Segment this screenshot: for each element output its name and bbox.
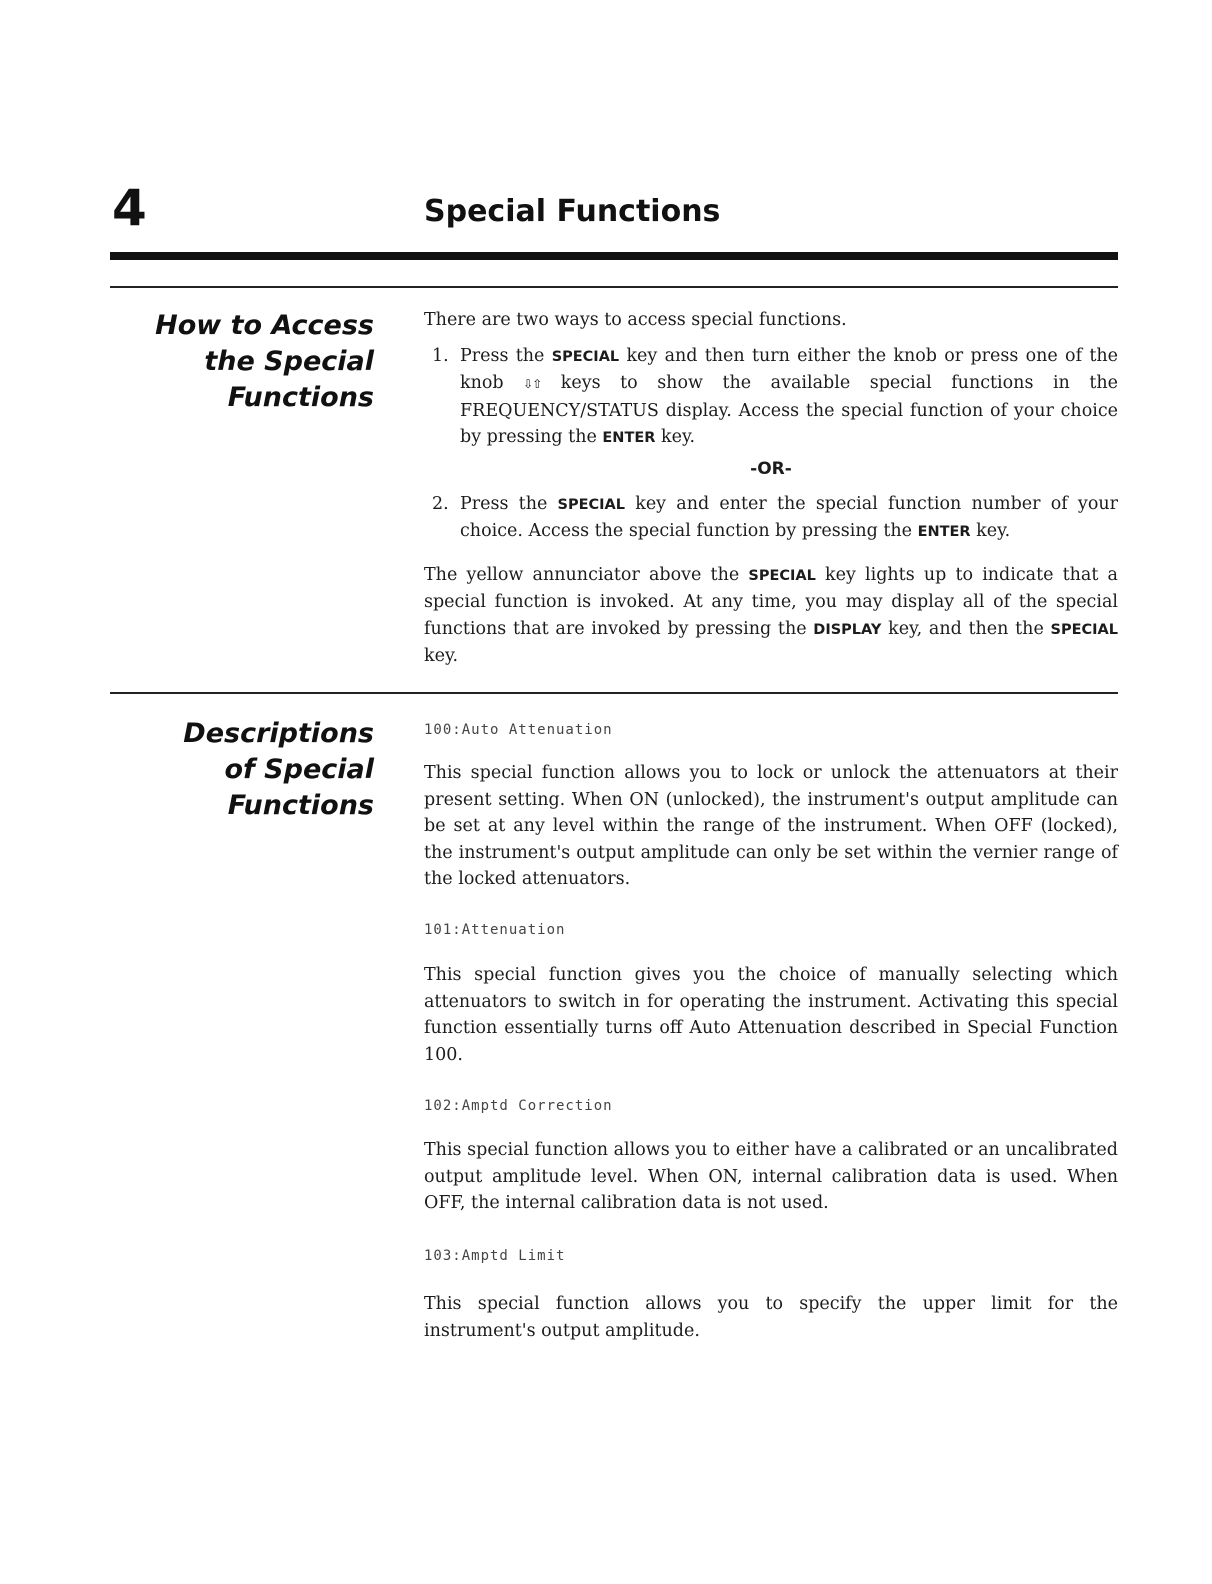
or-separator: -OR- — [750, 458, 792, 479]
section-heading-descriptions — [74, 716, 374, 824]
function-code: 101:Attenuation — [424, 922, 566, 938]
enter-key-label: ENTER — [917, 524, 971, 540]
heading-line: the Special — [204, 346, 374, 377]
special-key-label: SPECIAL — [1050, 621, 1118, 638]
step-2: 2. Press the SPECIAL key and enter the special function number of your choice. Access the special function by pressing the ENTER key. — [424, 491, 1118, 546]
function-102-description — [424, 1137, 1118, 1217]
heading-line: Descriptions — [183, 718, 374, 749]
function-code: 102:Amptd Correction — [424, 1098, 613, 1114]
function-description: This special function allows you to specify the upper limit for the instrument's output amplitude. — [424, 1294, 1118, 1341]
special-key-label: SPECIAL — [551, 348, 620, 365]
chapter-title: Special Functions — [424, 194, 721, 229]
function-100 — [424, 720, 1118, 740]
function-code: 100:Auto Attenuation — [424, 722, 613, 738]
special-key-label: SPECIAL — [748, 567, 816, 584]
step-number: 2. — [432, 493, 449, 514]
chapter-number: 4 — [112, 179, 147, 237]
function-102 — [424, 1096, 1118, 1116]
display-key-label: DISPLAY — [813, 621, 882, 638]
heading-line: Functions — [227, 382, 374, 413]
function-103 — [424, 1246, 1118, 1266]
section-heading-how-to-access — [74, 308, 374, 416]
intro-paragraph: There are two ways to access special functions. — [424, 310, 847, 330]
function-101-description — [424, 962, 1118, 1068]
section-body-how-to-access — [424, 307, 1118, 670]
section-divider-1 — [110, 286, 1118, 288]
chapter-rule — [110, 252, 1118, 260]
special-key-label: SPECIAL — [557, 496, 626, 513]
function-code: 103:Amptd Limit — [424, 1248, 566, 1264]
knob-arrow-keys-icon: ⇩⇧ — [523, 377, 542, 391]
heading-line: of Special — [224, 754, 374, 785]
section-divider-2 — [110, 692, 1118, 694]
function-description: This special function allows you to lock or unlock the attenuators at their present setting. When ON (unlocked), the instrument's output amplitude can be set at any level within the range of the instrument. When OFF (locked), the instrument's output amplitude can only be set within the vernier range of the locked attenuators. — [424, 763, 1118, 889]
heading-line: How to Access — [155, 310, 374, 341]
step-1: 1. Press the SPECIAL key and then turn either the knob or press one of the knob ⇩⇧ keys to show the available special functions in the FREQUENCY/STATUS display. Access the special function of your choice by pressing the ENTER key. — [424, 343, 1118, 452]
annunciator-paragraph: The yellow annunciator above the SPECIAL key lights up to indicate that a special function is invoked. At any time, you may display all of the special functions that are invoked by pressing the DISPLAY key, and then the SPECIAL key. — [424, 564, 1118, 666]
function-description: This special function allows you to either have a calibrated or an uncalibrated output amplitude level. When ON, internal calibration data is used. When OFF, the internal calibration data is not used. — [424, 1140, 1118, 1213]
function-101 — [424, 920, 1118, 940]
function-103-description — [424, 1291, 1118, 1344]
step-number: 1. — [432, 345, 449, 366]
enter-key-label: ENTER — [602, 430, 656, 446]
heading-line: Functions — [227, 790, 374, 821]
function-description: This special function gives you the choice of manually selecting which attenuators to switch in for operating the instrument. Activating this special function essentially turns off Auto Attenuation described in Special Function 100. — [424, 965, 1118, 1065]
function-100-description — [424, 760, 1118, 893]
